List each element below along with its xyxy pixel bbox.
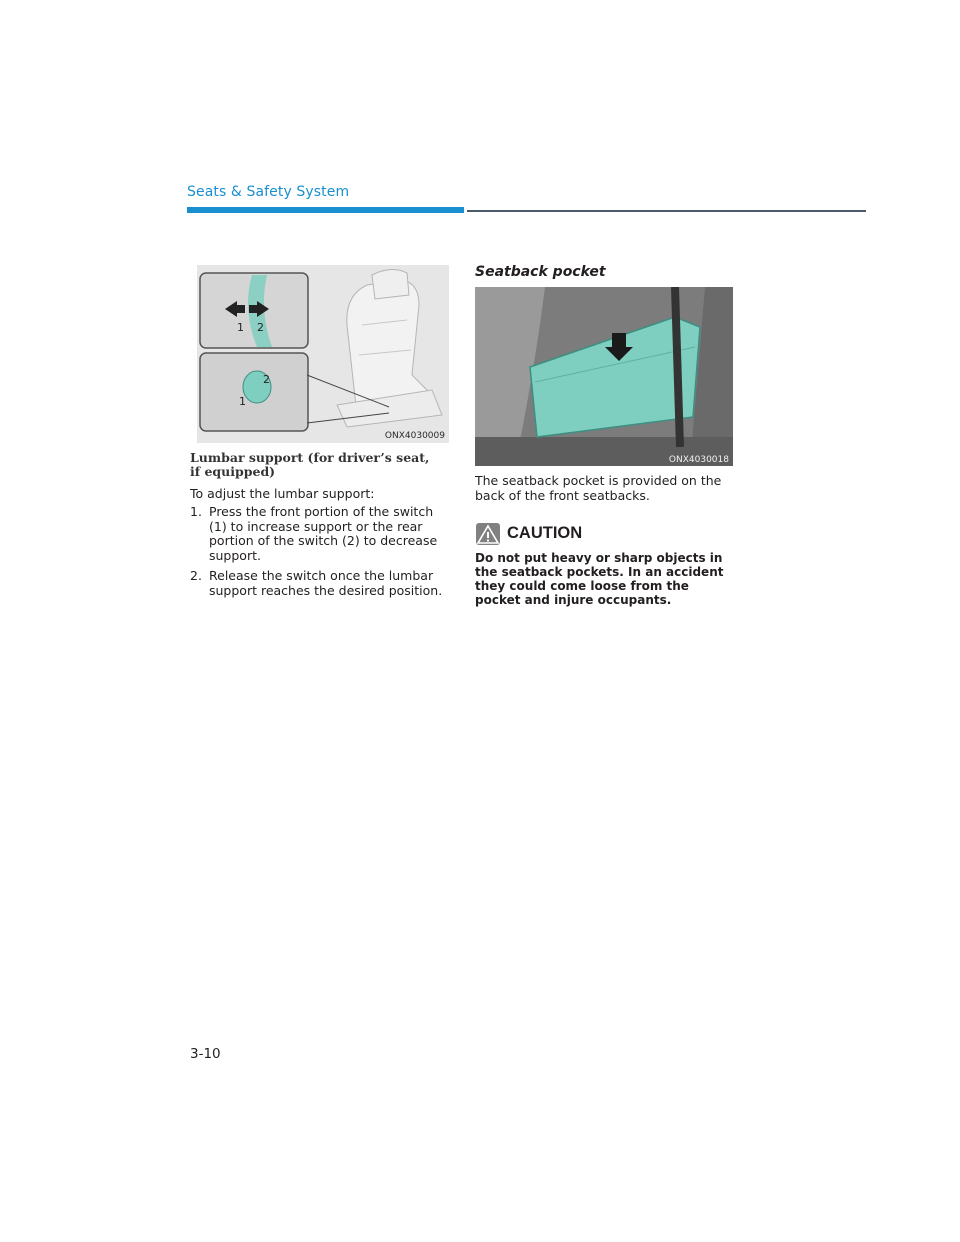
step-number: 1. (190, 504, 202, 519)
lumbar-intro: To adjust the lumbar support: (190, 486, 375, 501)
step-number: 2. (190, 568, 202, 583)
header-rule (467, 210, 866, 212)
seatback-pocket-title: Seatback pocket (475, 264, 606, 280)
step-text: Press the front portion of the switch (1) to increase support or the rear portion of the switch (2) to decrease support. (209, 504, 438, 563)
header-accent-bar (187, 207, 464, 213)
lumbar-subheading: Lumbar support (for driver’s seat, if equipped) (190, 450, 430, 479)
caution-text: Do not put heavy or sharp objects in the seatback pockets. In an accident they could come loose from the pocket and injure occupants. (475, 551, 724, 607)
callout-2-bottom: 2 (263, 373, 270, 386)
caution-title: CAUTION (507, 524, 583, 542)
step-item (190, 505, 448, 563)
section-header: Seats & Safety System (187, 184, 350, 200)
page-number: 3-10 (190, 1046, 221, 1062)
warning-triangle-icon (476, 523, 500, 545)
seatback-pocket-figure (475, 287, 733, 466)
lumbar-illustration (197, 265, 449, 443)
step-text: Release the switch once the lumbar support reaches the desired position. (209, 568, 443, 598)
callout-1-bottom: 1 (239, 395, 246, 408)
lumbar-steps (190, 505, 448, 604)
lumbar-support-figure (197, 265, 449, 443)
figure-code: ONX4030018 (668, 455, 729, 465)
figure-code: ONX4030009 (384, 431, 445, 441)
callout-2-top: 2 (257, 321, 264, 334)
step-item (190, 569, 448, 598)
callout-1-top: 1 (237, 321, 244, 334)
seatback-pocket-text: The seatback pocket is provided on the back of the front seatbacks. (475, 473, 722, 503)
seatback-illustration (475, 287, 733, 466)
